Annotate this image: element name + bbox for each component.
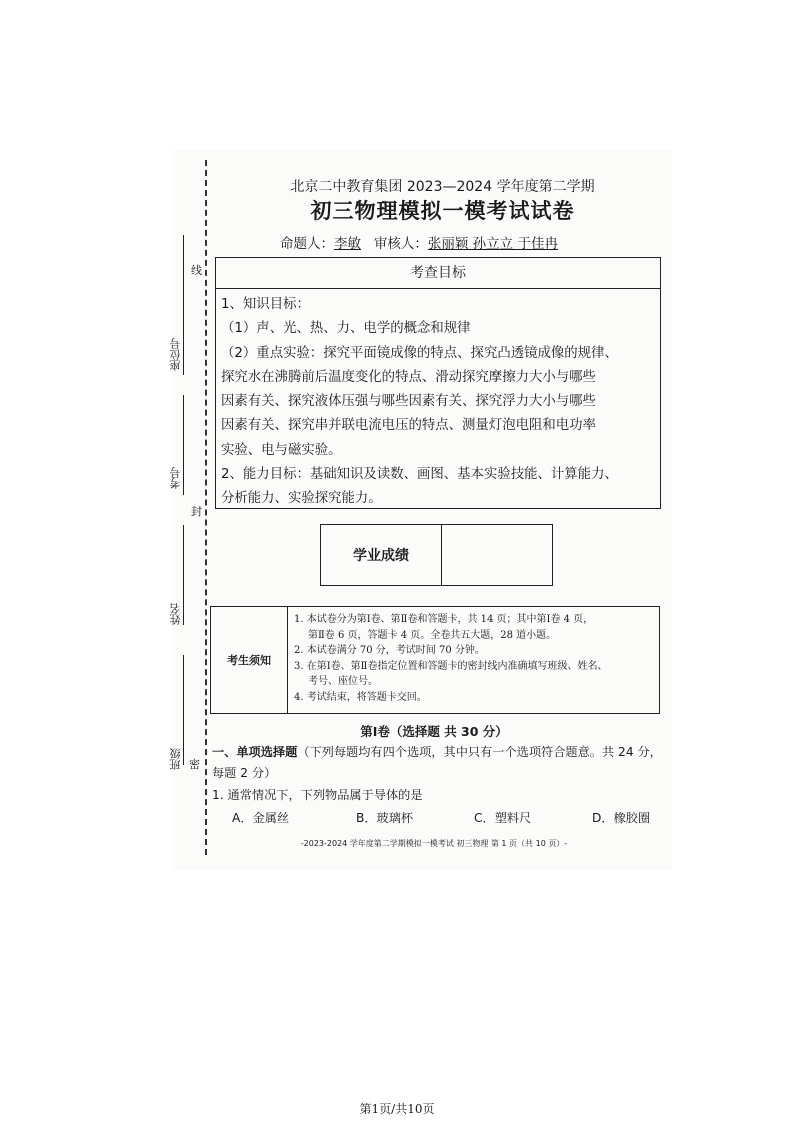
objective-line: （2）重点实验：探究平面镜成像的特点、探究凸透镜成像的规律、 (221, 345, 618, 361)
single-choice-instructions (212, 742, 662, 784)
notice-item: 第Ⅱ卷 6 页，答题卡 4 页。全卷共五大题，28 道小题。 (308, 629, 557, 641)
section-heading: 一、单项选择题 (212, 745, 298, 759)
objective-line: 探究水在沸腾前后温度变化的特点、滑动探究摩擦力大小与哪些 (221, 369, 596, 385)
reviewer-label: 审核人： (373, 236, 428, 252)
objective-line: 1、知识目标： (221, 297, 310, 312)
exam-objectives-box (215, 257, 661, 509)
notice-item: 3. 在第Ⅰ卷、第Ⅱ卷指定位置和答题卡的密封线内准确填写班级、姓名、 (294, 660, 608, 672)
score-value-field[interactable] (442, 525, 552, 585)
class-label: 班级 (169, 748, 182, 770)
score-label: 学业成绩 (321, 525, 442, 585)
objective-line: 实验、电与磁实验。 (221, 442, 342, 458)
academic-score-box (320, 524, 553, 586)
seat-number-label: 座位号 (169, 338, 182, 371)
notice-item: 1. 本试卷分为第Ⅰ卷、第Ⅱ卷和答题卡，共 14 页；其中第Ⅰ卷 4 页， (294, 614, 594, 625)
school-term-line: 北京二中教育集团 2023—2024 学年度第二学期 (290, 179, 595, 195)
page-footer: -2023-2024 学年度第二学期模拟一模考试 初三物理 第 1 页（共 10 页）- (300, 839, 568, 848)
exam-title: 初三物理模拟一模考试试卷 (310, 198, 575, 223)
reviewer-names: 张丽颖 孙立立 于佳冉 (427, 236, 558, 252)
author-line (280, 232, 558, 252)
secret-char: 密 (189, 758, 200, 771)
objective-line: 2、能力目标：基础知识及读数、画图、基本实验技能、计算能力、 (221, 467, 618, 483)
objectives-list (216, 289, 660, 512)
exam-number-label: 考号 (169, 467, 182, 489)
notice-label: 考生须知 (211, 607, 288, 713)
objective-line: 分析能力、实验探究能力。 (221, 491, 382, 507)
setter-label: 命题人： (280, 236, 334, 252)
objectives-title: 考查目标 (216, 258, 660, 289)
notice-item: 考号、座位号。 (308, 676, 378, 688)
option-b[interactable]: B．玻璃杯 (356, 811, 414, 825)
option-d[interactable]: D．橡胶圈 (592, 811, 651, 825)
candidate-notice-box (210, 606, 660, 714)
notice-item: 4. 考试结束，将答题卡交回。 (294, 691, 427, 703)
section-title: 第Ⅰ卷（选择题 共 30 分） (360, 724, 508, 739)
notice-list (288, 607, 659, 713)
option-a[interactable]: A．金属丝 (232, 811, 290, 825)
option-c[interactable]: C．塑料尺 (474, 811, 532, 825)
setter-name: 李敏 (334, 236, 361, 252)
objective-line: 因素有关、探究液体压强与哪些因素有关、探究浮力大小与哪些 (221, 394, 596, 410)
seal-char: 封 (191, 505, 202, 518)
notice-item: 2. 本试卷满分 70 分，考试时间 70 分钟。 (294, 645, 485, 657)
line-char: 线 (191, 264, 202, 277)
section-instruction: （下列每题均有四个选项，其中只有一个选项符合题意。共 24 分，每题 2 分） (212, 745, 662, 780)
page-number: 第1页/共10页 (359, 1102, 435, 1116)
binding-dashed-line (205, 160, 207, 855)
question-1-stem: 1. 通常情况下，下列物品属于导体的是 (212, 788, 423, 802)
name-label: 姓名 (169, 603, 182, 625)
objective-line: （1）声、光、热、力、电学的概念和规律 (221, 321, 471, 337)
objective-line: 因素有关、探究串并联电流电压的特点、测量灯泡电阻和电功率 (221, 418, 596, 434)
